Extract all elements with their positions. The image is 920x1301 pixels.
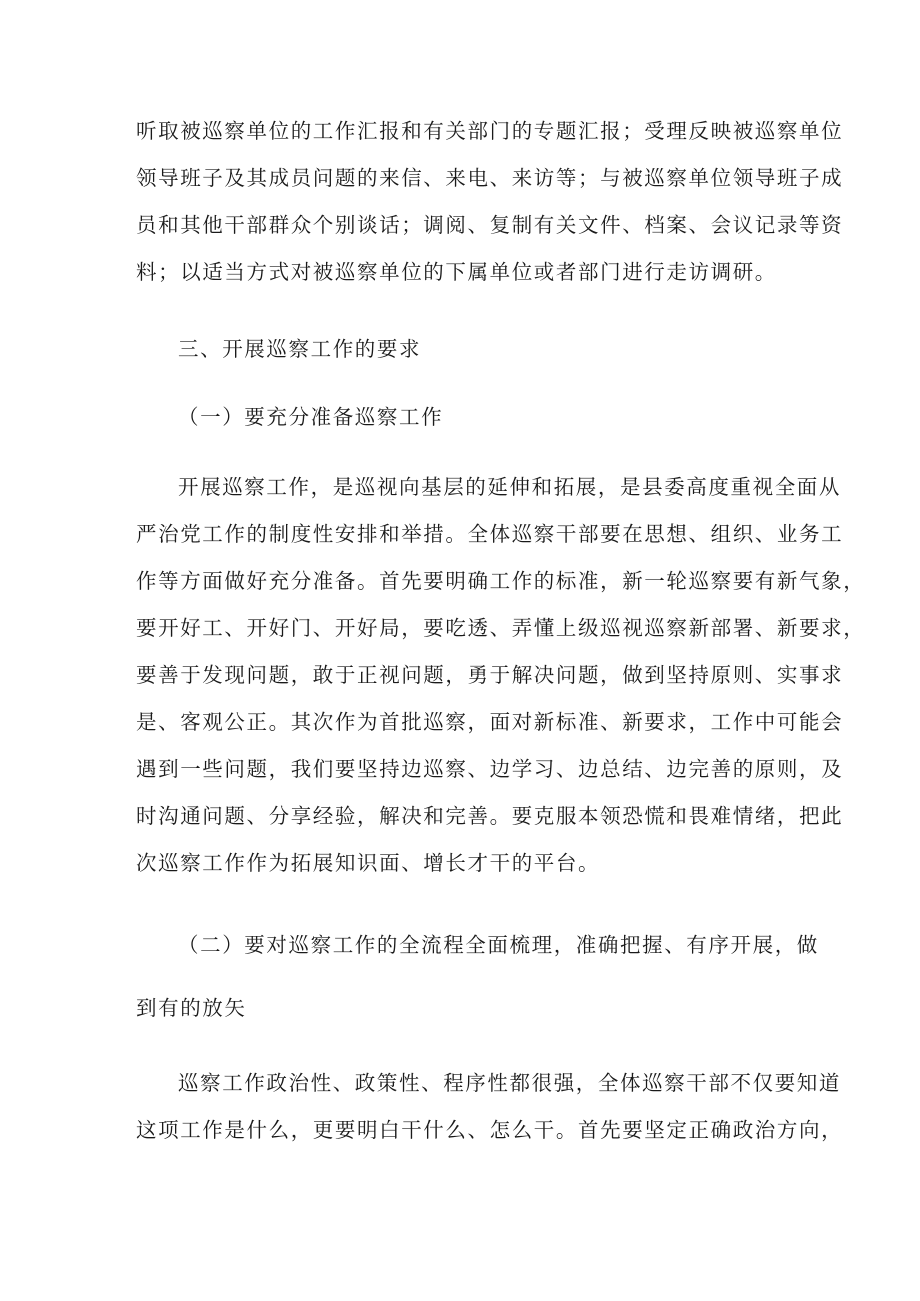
text-line: 严治党工作的制度性安排和举措。全体巡察干部要在思想、组织、业务工	[136, 522, 844, 546]
text-line: 领导班子及其成员问题的来信、来电、来访等；与被巡察单位领导班子成	[136, 166, 844, 190]
text-line: 听取被巡察单位的工作汇报和有关部门的专题汇报；受理反映被巡察单位	[136, 119, 844, 143]
section-heading: 三、开展巡察工作的要求	[178, 337, 422, 361]
text-line: 要善于发现问题，敢于正视问题，勇于解决问题，做到坚持原则、实事求	[136, 663, 844, 687]
text-line: 是、客观公正。其次作为首批巡察，面对新标准、新要求，工作中可能会	[136, 710, 844, 734]
text-line: 开展巡察工作，是巡视向基层的延伸和拓展，是县委高度重视全面从	[178, 475, 841, 499]
text-line: 作等方面做好充分准备。首先要明确工作的标准，新一轮巡察要有新气象，	[136, 569, 866, 593]
text-line: 遇到一些问题，我们要坚持边巡察、边学习、边总结、边完善的原则，及	[136, 757, 844, 781]
text-line: （二）要对巡察工作的全流程全面梳理，准确把握、有序开展，做	[178, 933, 819, 957]
text-line: 员和其他干部群众个别谈话；调阅、复制有关文件、档案、会议记录等资	[136, 213, 844, 237]
text-line: 时沟通问题、分享经验，解决和完善。要克服本领恐慌和畏难情绪，把此	[136, 804, 844, 828]
text-line: 料；以适当方式对被巡察单位的下属单位或者部门进行走访调研。	[136, 260, 777, 284]
text-line: 次巡察工作作为拓展知识面、增长才干的平台。	[136, 851, 601, 875]
text-line: 这项工作是什么，更要明白干什么、怎么干。首先要坚定正确政治方向，	[136, 1118, 844, 1142]
text-line: 到有的放矢	[136, 996, 247, 1020]
text-line: 巡察工作政治性、政策性、程序性都很强，全体巡察干部不仅要知道	[178, 1071, 841, 1095]
text-line: 要开好工、开好门、开好局，要吃透、弄懂上级巡视巡察新部署、新要求，	[136, 616, 866, 640]
subsection-heading-1: （一）要充分准备巡察工作	[178, 405, 444, 429]
